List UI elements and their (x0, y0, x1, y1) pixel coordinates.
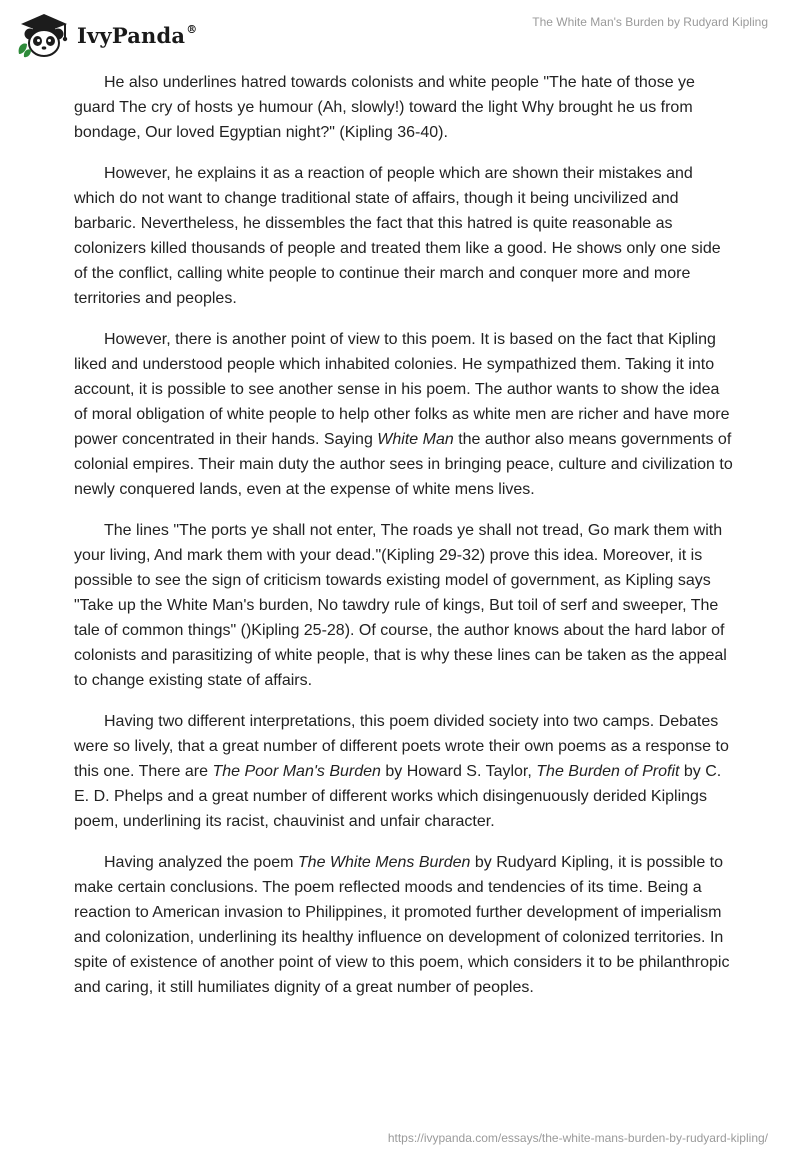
paragraph: Having two different interpretations, this poem divided society into two camps. Debates were so lively, that a great number of different poets wrote their own poems as a response to this one. There are The Poor Man's Burden by Howard S. Taylor, The Burden of Profit by C. E. D. Phelps and a great number of different works which disingenuously derided Kiplings poem, underlining its racist, chauvinist and unfair character. (74, 713, 729, 830)
italic-title: White Man (377, 431, 454, 448)
essay-body (74, 70, 734, 1016)
paragraph: However, there is another point of view to this poem. It is based on the fact that Kipling liked and understood people which inhabited colonies. He sympathized them. Taking it into account, it is possible to see another sense in his poem. The author wants to show the idea of moral obligation of white people to help other folks as white men are richer and have more power concentrated in their hands. Saying White Man the author also means governments of colonial empires. Their main duty the author sees in bringing peace, culture and civilization to newly conquered lands, even at the expense of white mens lives. (74, 331, 733, 498)
panda-graduate-icon (15, 10, 73, 60)
registered-mark: ® (186, 22, 198, 36)
paragraph: He also underlines hatred towards colonists and white people "The hate of those ye guard The cry of hosts ye humour (Ah, slowly!) toward the light Why brought he us from bondage, Our loved Egyptian night?" (Kipling 36-40). (74, 74, 695, 141)
paragraph: However, he explains it as a reaction of people which are shown their mistakes and which do not want to change traditional state of affairs, though it being uncivilized and barbaric. Nevertheless, he dissembles the fact that this hatred is quite reasonable as colonizers killed thousands of people and treated them like a good. He shows only one side of the conflict, calling white people to continue their march and conquer more and more territories and peoples. (74, 165, 721, 307)
logo-text: IvyPanda® (77, 22, 198, 48)
italic-title: The Poor Man's Burden (212, 763, 381, 780)
italic-title: The White Mens Burden (297, 854, 471, 871)
italic-title: The Burden of Profit (536, 763, 680, 780)
ivypanda-logo[interactable] (15, 10, 197, 60)
document-title: The White Man's Burden by Rudyard Kipling (532, 15, 768, 29)
page-header (0, 0, 800, 60)
paragraph: Having analyzed the poem The White Mens Burden by Rudyard Kipling, it is possible to make certain conclusions. The poem reflected moods and tendencies of its time. Being a reaction to American invasion to Philippines, it promoted further development of imperialism and colonization, underlining its healthy influence on development of colonized territories. In spite of existence of another point of view to this poem, which considers it to be philanthropic and caring, it still humiliates dignity of a great number of peoples. (74, 854, 730, 996)
paragraph: The lines "The ports ye shall not enter, The roads ye shall not tread, Go mark them with your living, And mark them with your dead."(Kipling 29-32) prove this idea. Moreover, it is possible to see the sign of criticism towards existing model of government, as Kipling says "Take up the White Man's burden, No tawdry rule of kings, But toil of serf and sweeper, The tale of common things" ()Kipling 25-28). Of course, the author knows about the hard labor of colonists and parasitizing of white people, that is why these lines can be taken as the appeal to change existing state of affairs. (74, 522, 727, 689)
source-url-link[interactable]: https://ivypanda.com/essays/the-white-mans-burden-by-rudyard-kipling/ (387, 1131, 768, 1145)
